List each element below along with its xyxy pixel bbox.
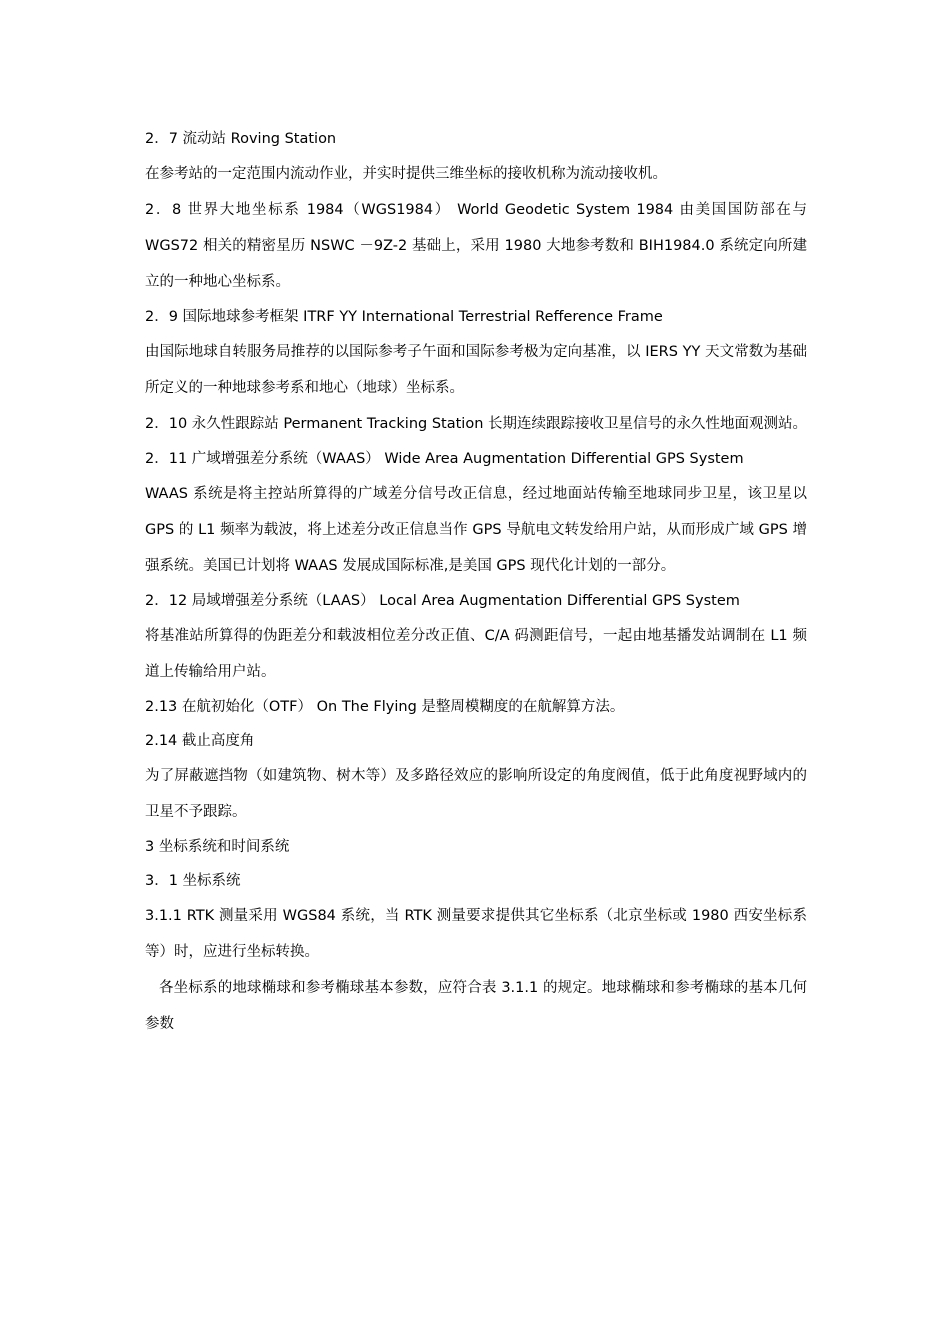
section-2-7-heading: 2．7 流动站 Roving Station: [145, 131, 337, 147]
section-2-12-body: 将基准站所算得的伪距差分和载波相位差分改正值、C/A 码测距信号，一起由地基播发站调制在 L1 频道上传输给用户站。: [145, 628, 807, 680]
document-page: [145, 122, 807, 1042]
section-2-10-body: 2．10 永久性跟踪站 Permanent Tracking Station 长期连续跟踪接收卫星信号的永久性地面观测站。: [145, 416, 807, 432]
section-2-12-heading: 2．12 局域增强差分系统（LAAS） Local Area Augmentation Differential GPS System: [145, 593, 740, 609]
section-2-14-heading: 2.14 截止高度角: [145, 733, 255, 749]
section-3-1-1-note: 各坐标系的地球椭球和参考椭球基本参数，应符合表 3.1.1 的规定。地球椭球和参考椭球的基本几何参数: [145, 980, 807, 1032]
section-2-13-heading: 2.13 在航初始化（OTF） On The Flying 是整周模糊度的在航解算方法。: [145, 699, 625, 715]
section-3-1-heading: 3．1 坐标系统: [145, 873, 241, 889]
section-2-8-body: 2．8 世界大地坐标系 1984（WGS1984） World Geodetic System 1984 由美国国防部在与 WGS72 相关的精密星历 NSWC －9Z-2 基础上，采用 1980 大地参考数和 BIH1984.0 系统定向所建立的一种地心坐标系。: [145, 202, 807, 290]
section-2-7-body: 在参考站的一定范围内流动作业，并实时提供三维坐标的接收机称为流动接收机。: [145, 166, 667, 182]
section-2-11-body: WAAS 系统是将主控站所算得的广域差分信号改正信息，经过地面站传输至地球同步卫星，该卫星以 GPS 的 L1 频率为载波，将上述差分改正信息当作 GPS 导航电文转发给用户站，从而形成广域 GPS 增强系统。美国已计划将 WAAS 发展成国际标准,是美国 GPS 现代化计划的一部分。: [145, 486, 807, 574]
section-2-11-heading: 2．11 广域增强差分系统（WAAS） Wide Area Augmentation Differential GPS System: [145, 451, 744, 467]
section-3-1-1-body: 3.1.1 RTK 测量采用 WGS84 系统，当 RTK 测量要求提供其它坐标系（北京坐标或 1980 西安坐标系等）时，应进行坐标转换。: [145, 908, 807, 960]
section-2-9-heading: 2．9 国际地球参考框架 ITRF YY International Terrestrial Refference Frame: [145, 309, 663, 325]
section-2-9-body: 由国际地球自转服务局推荐的以国际参考子午面和国际参考极为定向基准，以 IERS YY 天文常数为基础所定义的一种地球参考系和地心（地球）坐标系。: [145, 344, 807, 396]
section-2-14-body: 为了屏蔽遮挡物（如建筑物、树木等）及多路径效应的影响所设定的角度阀值，低于此角度视野域内的卫星不予跟踪。: [145, 768, 807, 820]
section-3-heading: 3 坐标系统和时间系统: [145, 839, 290, 855]
